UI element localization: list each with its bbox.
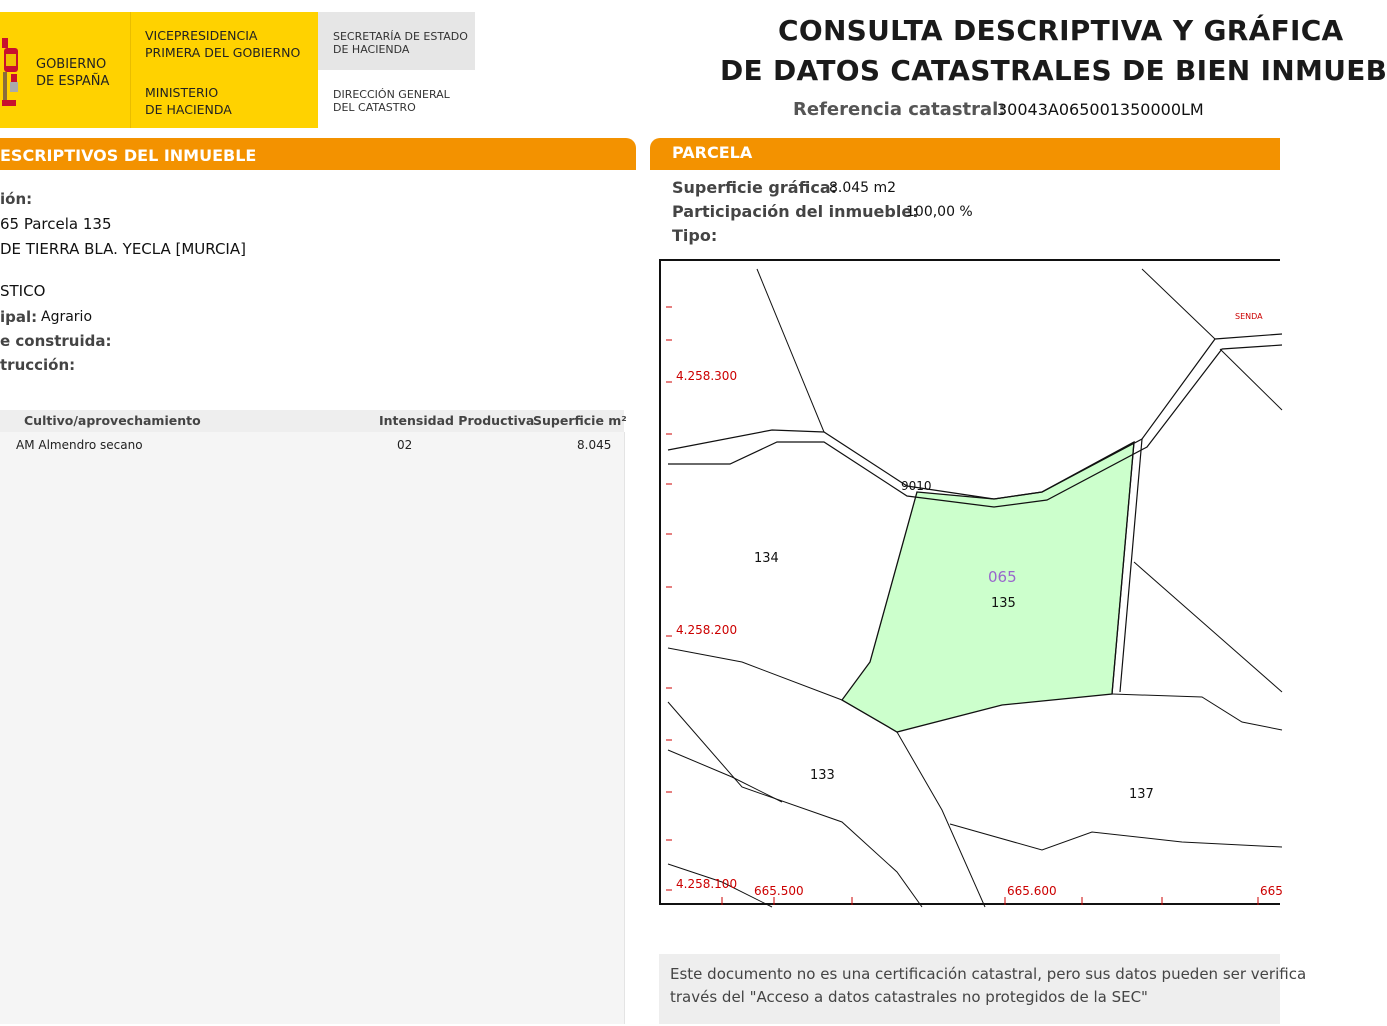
row-crop-cell: AM Almendro secano — [16, 438, 143, 452]
built-area-label: e construida: — [0, 332, 112, 350]
col-area-header: Superficie m² — [533, 413, 627, 428]
row-intensity-cell: 02 — [397, 438, 413, 452]
location-line1: 65 Parcela 135 — [0, 215, 112, 233]
disclaimer-line2: través del "Acceso a datos catastrales no protegidos de la SEC" — [670, 988, 1148, 1006]
class-value: STICO — [0, 282, 46, 300]
y-coord-label: 4.258.300 — [676, 369, 738, 383]
tipo-label: Tipo: — [672, 226, 718, 245]
ref-catastral-value: 30043A065001350000LM — [997, 100, 1204, 119]
disclaimer-line1: Este documento no es una certificación catastral, pero sus datos pueden ser verifica — [670, 965, 1307, 983]
y-coord-label: 4.258.100 — [676, 877, 738, 891]
superficie-value: 8.045 m2 — [829, 180, 897, 196]
document-title-line2: DE DATOS CATASTRALES DE BIEN INMUEB — [720, 54, 1387, 87]
descriptive-data-title: ESCRIPTIVOS DEL INMUEBLE — [0, 146, 257, 165]
row-area-cell: 8.045 — [577, 438, 612, 452]
superficie-label: Superficie gráfica: — [672, 178, 838, 197]
use-value: Agrario — [41, 309, 93, 325]
participacion-value: 100,00 % — [906, 204, 973, 220]
use-label: ipal: — [0, 308, 38, 326]
polygon-label: 065 — [988, 568, 1017, 586]
x-coord-label: 665 — [1260, 884, 1283, 898]
location-label: ión: — [0, 190, 33, 208]
vicepresidencia-text: VICEPRESIDENCIA PRIMERA DEL GOBIERNO — [145, 28, 301, 60]
road-number-label: 9010 — [901, 479, 932, 493]
parcel-label: 134 — [754, 551, 779, 566]
ministerio-text: MINISTERIO DE HACIENDA — [145, 85, 232, 117]
location-line2: DE TIERRA BLA. YECLA [MURCIA] — [0, 240, 246, 258]
parcel-label: 133 — [810, 768, 835, 783]
y-coord-label: 4.258.200 — [676, 623, 738, 637]
gobierno-text: GOBIERNO DE ESPAÑA — [36, 57, 110, 89]
parcela-title: PARCELA — [672, 143, 753, 162]
parcel-label: 135 — [991, 596, 1016, 611]
col-crop-header: Cultivo/aprovechamiento — [24, 413, 201, 428]
direccion-text: DIRECCIÓN GENERAL DEL CATASTRO — [333, 88, 450, 114]
cadastral-map — [659, 259, 1283, 905]
road-name-label: SENDA — [1235, 312, 1263, 321]
construction-year-label: trucción: — [0, 356, 76, 374]
participacion-label: Participación del inmueble: — [672, 202, 919, 221]
ref-catastral-label: Referencia catastral: — [793, 99, 1006, 120]
x-coord-label: 665.600 — [1007, 884, 1057, 898]
map-labels — [661, 261, 1282, 907]
document-title-line1: CONSULTA DESCRIPTIVA Y GRÁFICA — [778, 14, 1344, 47]
col-intensity-header: Intensidad Productiva — [379, 413, 535, 428]
secretaria-text: SECRETARÍA DE ESTADO DE HACIENDA — [333, 30, 468, 56]
x-coord-label: 665.500 — [754, 884, 804, 898]
parcel-label: 137 — [1129, 787, 1154, 802]
